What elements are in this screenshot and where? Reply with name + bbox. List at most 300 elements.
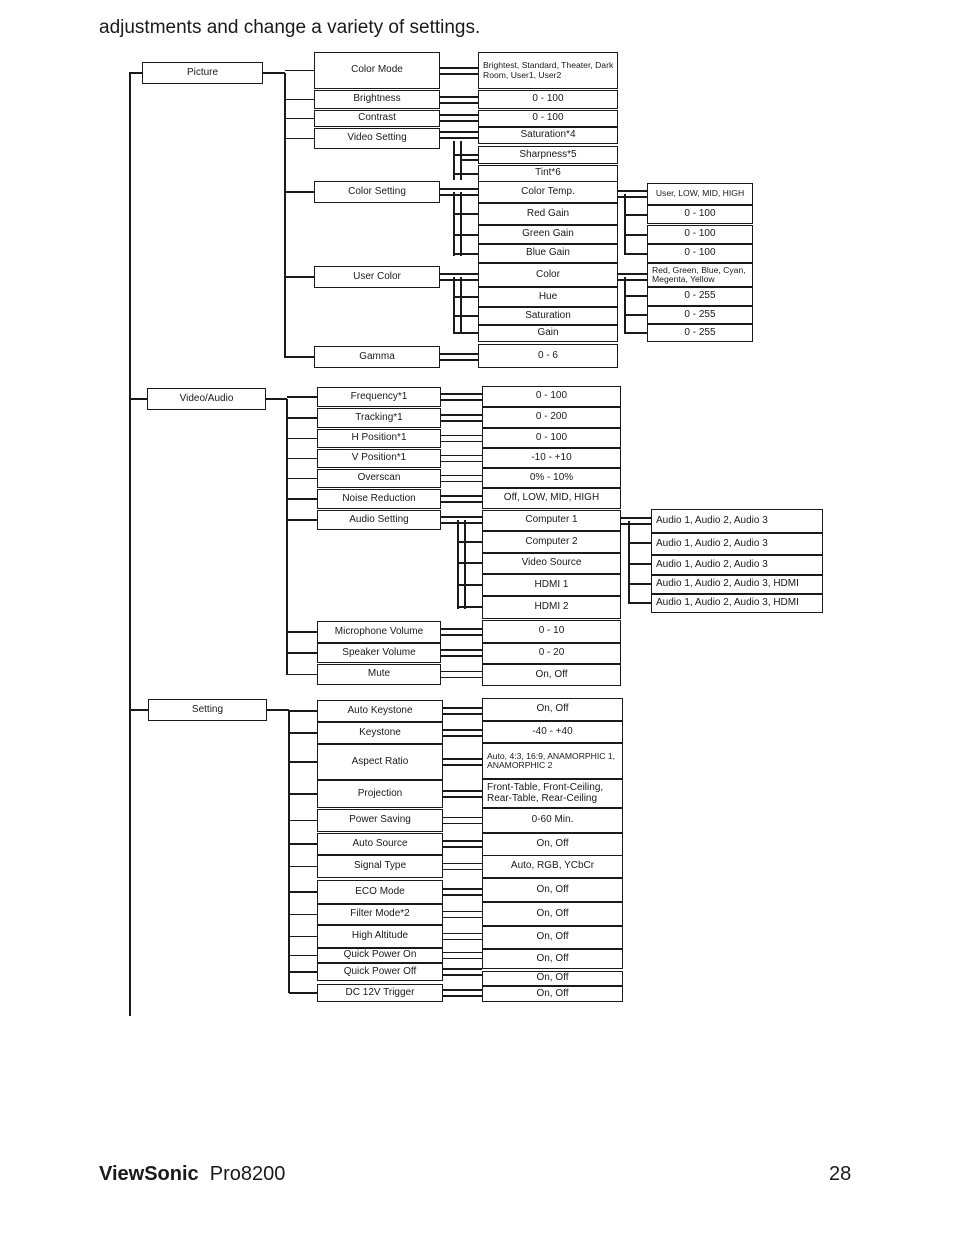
user-color-hue-text: Hue <box>538 290 558 302</box>
setting-value-power-saving-text: 0-60 Min. <box>531 814 574 826</box>
picture-branch-line <box>130 72 142 74</box>
video-setting-saturation-4-text: Saturation*4 <box>520 129 576 141</box>
picture-item-branch <box>285 356 314 358</box>
user-color-spine <box>453 277 455 334</box>
value-spine <box>624 194 626 255</box>
setting-item-auto-source-text: Auto Source <box>352 837 408 849</box>
value-link <box>618 279 647 281</box>
value-link <box>441 677 482 679</box>
value-link <box>443 735 482 737</box>
picture-item-branch <box>285 118 314 120</box>
setting-items-spine <box>288 710 290 993</box>
setting-item-branch <box>289 793 317 795</box>
value-link <box>443 758 482 760</box>
value-link <box>621 517 651 519</box>
setting-value-aspect-ratio <box>482 743 623 779</box>
setting-item-auto-keystone <box>317 700 443 722</box>
sub-link <box>440 273 478 275</box>
value-link <box>618 190 647 192</box>
sub-branch <box>454 234 478 236</box>
setting-item-quick-power-off <box>317 963 443 981</box>
setting-value-projection <box>482 779 623 808</box>
video-audio-item-speaker-volume-text: Speaker Volume <box>342 646 416 658</box>
picture-items-spine <box>284 73 286 358</box>
color-setting-spine <box>460 192 462 256</box>
value-link <box>443 869 482 871</box>
category-video-audio-text: Video/Audio <box>179 392 234 404</box>
setting-item-branch <box>289 936 317 938</box>
video-audio-item-branch <box>287 478 317 480</box>
color-setting-value-0 <box>647 183 753 205</box>
category-setting-text: Setting <box>191 703 224 715</box>
value-link <box>440 120 478 122</box>
setting-value-keystone-text: -40 - +40 <box>532 725 573 737</box>
setting-item-filter-mode-2 <box>317 904 443 925</box>
value-link <box>441 475 482 477</box>
value-branch <box>629 583 651 585</box>
picture-item-gamma <box>314 346 440 368</box>
value-link <box>443 968 482 970</box>
video-audio-value-speaker-volume-text: 0 - 20 <box>538 647 565 659</box>
video-audio-item-mute <box>317 664 441 685</box>
setting-item-branch <box>289 843 317 845</box>
value-link <box>443 888 482 890</box>
value-spine <box>624 277 626 334</box>
video-audio-item-branch <box>287 417 317 419</box>
video-setting-sharpness-5 <box>478 146 618 164</box>
user-color-value-0-text: Red, Green, Blue, Cyan, Megenta, Yellow <box>652 264 746 284</box>
audio-setting-video-source <box>482 553 621 574</box>
user-color-value-3 <box>647 324 753 342</box>
video-audio-item-h-position-1 <box>317 429 441 448</box>
value-link <box>441 435 482 437</box>
user-color-spine <box>460 277 462 334</box>
picture-value-brightness-text: 0 - 100 <box>532 93 564 105</box>
setting-value-filter-mode-2-text: On, Off <box>536 907 569 919</box>
user-color-value-2 <box>647 306 753 324</box>
user-color-gain <box>478 325 618 342</box>
audio-setting-video-source-text: Video Source <box>521 557 582 569</box>
sub-branch <box>458 584 482 586</box>
user-color-color <box>478 263 618 287</box>
audio-setting-computer-1-text: Computer 1 <box>525 514 578 526</box>
picture-item-contrast <box>314 110 440 127</box>
sub-link <box>440 131 478 133</box>
value-branch <box>629 563 651 565</box>
sub-branch <box>454 213 478 215</box>
value-link <box>441 399 482 401</box>
picture-value-color-mode-text: Brightest, Standard, Theater, Dark Room, User1, User2 <box>483 60 614 80</box>
audio-setting-value-4 <box>651 594 823 613</box>
brand-name: ViewSonic <box>99 1163 199 1185</box>
audio-setting-spine <box>464 520 466 609</box>
color-setting-spine <box>453 192 455 256</box>
audio-setting-computer-2 <box>482 531 621 553</box>
setting-item-signal-type-text: Signal Type <box>353 860 407 872</box>
setting-item-projection-text: Projection <box>357 787 403 799</box>
sub-link <box>440 279 478 281</box>
value-link <box>440 73 478 75</box>
video-audio-item-overscan-text: Overscan <box>357 472 401 484</box>
user-color-gain-text: Gain <box>537 327 559 339</box>
video-setting-tint-6-text: Tint*6 <box>535 167 561 179</box>
value-link <box>443 817 482 819</box>
video-audio-item-v-position-1 <box>317 449 441 468</box>
value-link <box>443 958 482 960</box>
setting-value-quick-power-off <box>482 971 623 986</box>
picture-item-video-setting <box>314 128 440 149</box>
video-audio-item-mute-text: Mute <box>367 668 391 680</box>
value-link <box>443 939 482 941</box>
setting-value-quick-power-on-text: On, Off <box>536 952 569 964</box>
audio-setting-value-2-text: Audio 1, Audio 2, Audio 3 <box>656 558 768 570</box>
picture-value-contrast <box>478 110 618 127</box>
picture-item-brightness <box>314 90 440 109</box>
audio-setting-spine <box>457 520 459 609</box>
value-link <box>440 114 478 116</box>
video-audio-value-h-position-1-text: 0 - 100 <box>535 431 568 443</box>
value-link <box>441 455 482 457</box>
sub-branch <box>454 315 478 317</box>
picture-value-color-mode <box>478 52 618 89</box>
setting-item-branch <box>289 971 317 973</box>
picture-value-brightness <box>478 90 618 109</box>
setting-item-aspect-ratio <box>317 744 443 780</box>
video-audio-value-v-position-1-text: -10 - +10 <box>531 451 572 463</box>
color-setting-color-temp-text: Color Temp. <box>521 185 575 197</box>
video-audio-value-mute <box>482 664 621 686</box>
value-link <box>443 911 482 913</box>
picture-item-video-setting-text: Video Setting <box>347 132 407 144</box>
video-audio-item-branch <box>287 458 317 460</box>
setting-value-filter-mode-2 <box>482 902 623 926</box>
value-link <box>621 523 651 525</box>
sub-branch <box>461 159 478 161</box>
color-setting-green-gain <box>478 225 618 244</box>
sub-link <box>441 516 482 518</box>
value-branch <box>625 253 647 255</box>
setting-item-eco-mode <box>317 880 443 904</box>
sub-branch <box>458 606 482 608</box>
video-audio-item-microphone-volume <box>317 621 441 643</box>
value-link <box>441 441 482 443</box>
category-picture <box>142 62 263 84</box>
setting-item-eco-mode-text: ECO Mode <box>355 885 405 897</box>
value-link <box>441 501 482 503</box>
audio-setting-value-1 <box>651 533 823 555</box>
color-setting-value-2 <box>647 225 753 244</box>
value-link <box>441 655 482 657</box>
sub-link <box>441 522 482 524</box>
user-color-value-1-text: 0 - 255 <box>684 290 716 302</box>
setting-item-branch <box>289 820 317 822</box>
setting-item-keystone <box>317 722 443 744</box>
value-link <box>443 823 482 825</box>
video-audio-item-branch <box>287 519 317 521</box>
picture-value-gamma <box>478 344 618 368</box>
video-audio-item-branch <box>287 498 317 500</box>
setting-item-branch <box>289 732 317 734</box>
user-color-value-3-text: 0 - 255 <box>684 326 716 338</box>
video-audio-value-microphone-volume-text: 0 - 10 <box>538 625 565 637</box>
video-audio-item-noise-reduction <box>317 489 441 509</box>
value-branch <box>629 602 651 604</box>
audio-setting-hdmi-1 <box>482 574 621 596</box>
video-audio-item-branch <box>287 396 317 398</box>
video-audio-item-branch <box>287 674 317 676</box>
value-link <box>441 420 482 422</box>
setting-item-branch <box>289 866 317 868</box>
value-link <box>443 840 482 842</box>
video-audio-items-spine <box>286 399 288 675</box>
user-color-value-1 <box>647 287 753 306</box>
value-link <box>443 917 482 919</box>
setting-value-auto-keystone-text: On, Off <box>536 703 569 715</box>
value-branch <box>625 332 647 334</box>
video-audio-value-noise-reduction <box>482 488 621 509</box>
setting-item-keystone-text: Keystone <box>359 726 401 738</box>
setting-item-branch <box>289 891 317 893</box>
sub-branch <box>458 562 482 564</box>
picture-item-brightness-text: Brightness <box>353 93 401 105</box>
video-audio-branch-line <box>130 398 147 400</box>
video-audio-value-noise-reduction-text: Off, LOW, MID, HIGH <box>503 492 600 504</box>
video-audio-value-frequency-1 <box>482 386 621 407</box>
picture-item-branch <box>285 70 314 72</box>
setting-item-filter-mode-2-text: Filter Mode*2 <box>350 908 410 920</box>
category-setting <box>148 699 267 721</box>
picture-item-gamma-text: Gamma <box>359 350 395 362</box>
value-link <box>443 729 482 731</box>
setting-value-signal-type <box>482 855 623 878</box>
video-audio-item-v-position-1-text: V Position*1 <box>351 452 407 464</box>
video-audio-value-tracking-1-text: 0 - 200 <box>535 411 568 423</box>
value-link <box>443 764 482 766</box>
setting-value-high-altitude-text: On, Off <box>536 931 569 943</box>
picture-value-gamma-text: 0 - 6 <box>537 349 558 361</box>
video-audio-item-speaker-volume <box>317 643 441 663</box>
value-link <box>443 974 482 976</box>
sub-branch <box>454 173 478 175</box>
user-color-saturation-text: Saturation <box>525 309 571 321</box>
page-number: 28 <box>829 1163 852 1185</box>
value-link <box>441 649 482 651</box>
video-audio-value-v-position-1 <box>482 448 621 468</box>
value-link <box>440 96 478 98</box>
value-link <box>440 67 478 69</box>
audio-setting-value-3 <box>651 575 823 594</box>
value-branch <box>625 314 647 316</box>
audio-setting-hdmi-2 <box>482 596 621 619</box>
value-link <box>443 863 482 865</box>
setting-item-dc-12v-trigger-text: DC 12V Trigger <box>345 986 415 998</box>
setting-item-high-altitude <box>317 925 443 948</box>
color-setting-green-gain-text: Green Gain <box>522 228 574 240</box>
video-audio-item-audio-setting-text: Audio Setting <box>349 513 409 525</box>
audio-setting-value-4-text: Audio 1, Audio 2, Audio 3, HDMI <box>656 597 799 609</box>
value-link <box>618 196 647 198</box>
page-heading: adjustments and change a variety of settings. <box>99 17 481 38</box>
value-link <box>441 414 482 416</box>
setting-item-power-saving <box>317 809 443 832</box>
value-link <box>440 353 478 355</box>
value-branch <box>625 234 647 236</box>
setting-value-quick-power-on <box>482 949 623 969</box>
value-link <box>443 995 482 997</box>
audio-setting-computer-1 <box>482 510 621 531</box>
value-link <box>443 989 482 991</box>
setting-item-quick-power-on-text: Quick Power On <box>343 949 417 961</box>
value-link <box>443 846 482 848</box>
user-color-color-text: Color <box>536 268 560 280</box>
setting-value-keystone <box>482 721 623 743</box>
footer-brand <box>99 1163 285 1186</box>
category-picture-text: Picture <box>186 66 219 78</box>
setting-value-eco-mode <box>482 878 623 902</box>
audio-setting-value-1-text: Audio 1, Audio 2, Audio 3 <box>656 537 768 549</box>
user-color-hue <box>478 287 618 307</box>
audio-setting-computer-2-text: Computer 2 <box>525 535 578 547</box>
video-audio-value-overscan-text: 0% - 10% <box>529 471 574 483</box>
color-setting-red-gain-text: Red Gain <box>526 207 570 219</box>
picture-item-contrast-text: Contrast <box>358 112 396 124</box>
picture-item-branch <box>285 138 314 140</box>
video-audio-value-overscan <box>482 468 621 488</box>
setting-value-signal-type-text: Auto, RGB, YCbCr <box>510 860 595 872</box>
setting-connector <box>267 709 289 711</box>
picture-item-user-color-text: User Color <box>353 270 401 282</box>
setting-value-auto-keystone <box>482 698 623 721</box>
audio-setting-value-0 <box>651 509 823 533</box>
audio-setting-hdmi-1-text: HDMI 1 <box>534 578 569 590</box>
sub-link <box>440 188 478 190</box>
user-color-value-2-text: 0 - 255 <box>684 308 716 320</box>
picture-item-color-setting <box>314 181 440 203</box>
video-audio-item-microphone-volume-text: Microphone Volume <box>334 625 424 637</box>
setting-item-dc-12v-trigger <box>317 984 443 1002</box>
setting-item-branch <box>289 761 317 763</box>
video-setting-sharpness-5-text: Sharpness*5 <box>519 148 577 160</box>
setting-value-high-altitude <box>482 926 623 949</box>
color-setting-blue-gain-text: Blue Gain <box>526 247 570 259</box>
value-link <box>441 461 482 463</box>
video-audio-item-frequency-1-text: Frequency*1 <box>350 390 408 402</box>
setting-value-dc-12v-trigger <box>482 986 623 1002</box>
setting-value-auto-source-text: On, Off <box>536 838 569 850</box>
setting-value-projection-text: Front-Table, Front-Ceiling, Rear-Table, Rear-Ceiling <box>487 782 604 804</box>
value-branch <box>625 295 647 297</box>
picture-item-branch <box>285 276 314 278</box>
sub-branch <box>454 154 478 156</box>
sub-link <box>440 137 478 139</box>
video-setting-saturation-4 <box>478 127 618 144</box>
setting-branch-line <box>130 709 148 711</box>
setting-item-aspect-ratio-text: Aspect Ratio <box>351 755 409 767</box>
video-audio-item-frequency-1 <box>317 387 441 407</box>
value-link <box>443 790 482 792</box>
setting-item-branch <box>289 914 317 916</box>
video-audio-value-speaker-volume <box>482 643 621 664</box>
video-audio-item-audio-setting <box>317 510 441 530</box>
sub-branch <box>454 253 478 255</box>
video-audio-value-tracking-1 <box>482 407 621 428</box>
picture-item-color-mode <box>314 52 440 89</box>
setting-item-high-altitude-text: High Altitude <box>351 930 409 942</box>
video-audio-item-branch <box>287 438 317 440</box>
setting-item-auto-keystone-text: Auto Keystone <box>347 704 413 716</box>
setting-value-eco-mode-text: On, Off <box>536 883 569 895</box>
picture-value-contrast-text: 0 - 100 <box>532 112 564 124</box>
video-audio-connector <box>266 398 287 400</box>
color-setting-value-1-text: 0 - 100 <box>684 208 716 220</box>
setting-item-quick-power-on <box>317 948 443 963</box>
value-link <box>618 273 647 275</box>
main-spine-line <box>129 72 131 1016</box>
video-audio-value-h-position-1 <box>482 428 621 448</box>
value-link <box>441 481 482 483</box>
video-audio-item-branch <box>287 652 317 654</box>
picture-connector <box>263 72 285 74</box>
value-branch <box>625 214 647 216</box>
video-audio-value-frequency-1-text: 0 - 100 <box>535 390 568 402</box>
setting-value-auto-source <box>482 833 623 856</box>
value-link <box>443 894 482 896</box>
picture-item-branch <box>285 191 314 193</box>
video-audio-value-mute-text: On, Off <box>535 668 568 680</box>
video-audio-value-microphone-volume <box>482 620 621 643</box>
value-link <box>441 495 482 497</box>
color-setting-blue-gain <box>478 244 618 263</box>
color-setting-value-3 <box>647 244 753 263</box>
value-link <box>443 707 482 709</box>
setting-item-auto-source <box>317 833 443 855</box>
picture-item-color-mode-text: Color Mode <box>351 64 403 76</box>
audio-setting-value-2 <box>651 555 823 575</box>
user-color-value-0 <box>647 263 753 287</box>
sub-branch <box>458 541 482 543</box>
color-setting-value-3-text: 0 - 100 <box>684 247 716 259</box>
picture-item-user-color <box>314 266 440 288</box>
video-audio-item-tracking-1-text: Tracking*1 <box>355 411 403 423</box>
sub-link <box>440 194 478 196</box>
setting-value-quick-power-off-text: On, Off <box>536 972 569 984</box>
color-setting-value-1 <box>647 205 753 224</box>
value-link <box>440 359 478 361</box>
setting-value-dc-12v-trigger-text: On, Off <box>536 987 569 999</box>
video-audio-item-overscan <box>317 469 441 488</box>
audio-setting-value-3-text: Audio 1, Audio 2, Audio 3, HDMI <box>656 578 799 590</box>
video-audio-item-h-position-1-text: H Position*1 <box>351 432 407 444</box>
user-color-saturation <box>478 307 618 325</box>
setting-value-aspect-ratio-text: Auto, 4:3, 16:9, ANAMORPHIC 1, ANAMORPHIC 2 <box>487 750 616 770</box>
audio-setting-value-0-text: Audio 1, Audio 2, Audio 3 <box>656 514 768 526</box>
color-setting-color-temp <box>478 181 618 203</box>
value-link <box>440 102 478 104</box>
color-setting-value-0-text: User, LOW, MID, HIGH <box>655 188 745 199</box>
value-link <box>441 628 482 630</box>
value-link <box>443 713 482 715</box>
setting-item-branch <box>289 710 317 712</box>
value-link <box>441 634 482 636</box>
color-setting-red-gain <box>478 203 618 225</box>
value-link <box>443 796 482 798</box>
audio-setting-hdmi-2-text: HDMI 2 <box>534 601 569 613</box>
video-audio-item-branch <box>287 631 317 633</box>
setting-item-branch <box>289 955 317 957</box>
setting-item-signal-type <box>317 855 443 878</box>
category-video-audio <box>147 388 266 410</box>
sub-branch <box>454 296 478 298</box>
